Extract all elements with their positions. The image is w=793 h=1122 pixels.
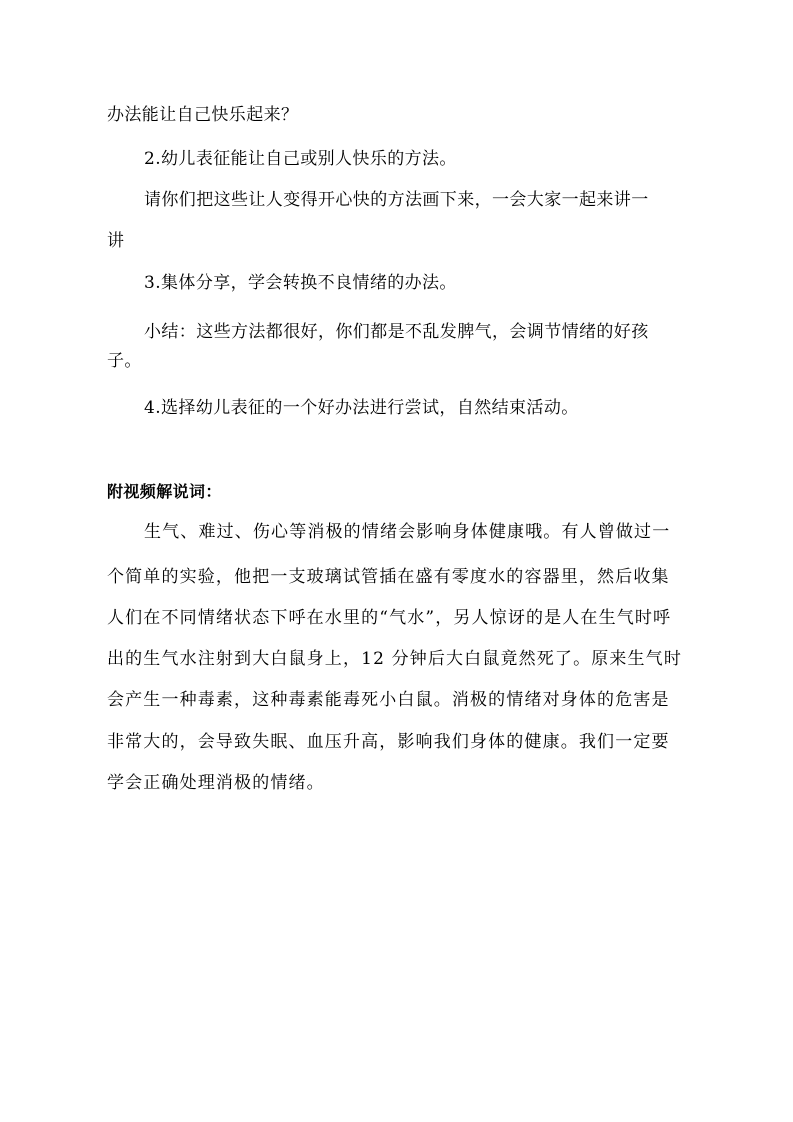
narration-line: 生气、难过、伤心等消极的情绪会影响身体健康哦。有人曾做过一	[144, 522, 671, 542]
prompt-line-1: 请你们把这些让人变得开心快的方法画下来，一会大家一起来讲一	[144, 190, 649, 210]
prompt-line-2: 讲	[107, 231, 125, 251]
step-2-text: 2.幼儿表征能让自己或别人快乐的方法。	[144, 149, 457, 169]
narration-line: 会产生一种毒素，这种毒素能毒死小白鼠。消极的情绪对身体的危害是	[107, 690, 670, 710]
narration-line: 非常大的，会导致失眠、血压升高，影响我们身体的健康。我们一定要	[107, 732, 670, 752]
narration-line: 人们在不同情绪状态下呼在水里的“气水”，另人惊讶的是人在生气时呼	[107, 608, 672, 628]
narration-line: 个简单的实验，他把一支玻璃试管插在盛有零度水的容器里，然后收集	[107, 567, 670, 587]
narration-line: 学会正确处理消极的情绪。	[107, 773, 325, 793]
summary-line-2: 子。	[107, 351, 142, 371]
step-4-text: 4.选择幼儿表征的一个好办法进行尝试，自然结束活动。	[144, 398, 579, 418]
narration-line: 出的生气水注射到大白鼠身上，12 分钟后大白鼠竟然死了。原来生气时	[107, 649, 682, 669]
narration-heading: 附视频解说词：	[107, 482, 222, 501]
step-3-text: 3.集体分享，学会转换不良情绪的办法。	[144, 273, 457, 293]
summary-line-1: 小结：这些方法都很好，你们都是不乱发脾气，会调节情绪的好孩	[144, 322, 649, 342]
paragraph-continuation: 办法能让自己快乐起来？	[107, 105, 299, 125]
